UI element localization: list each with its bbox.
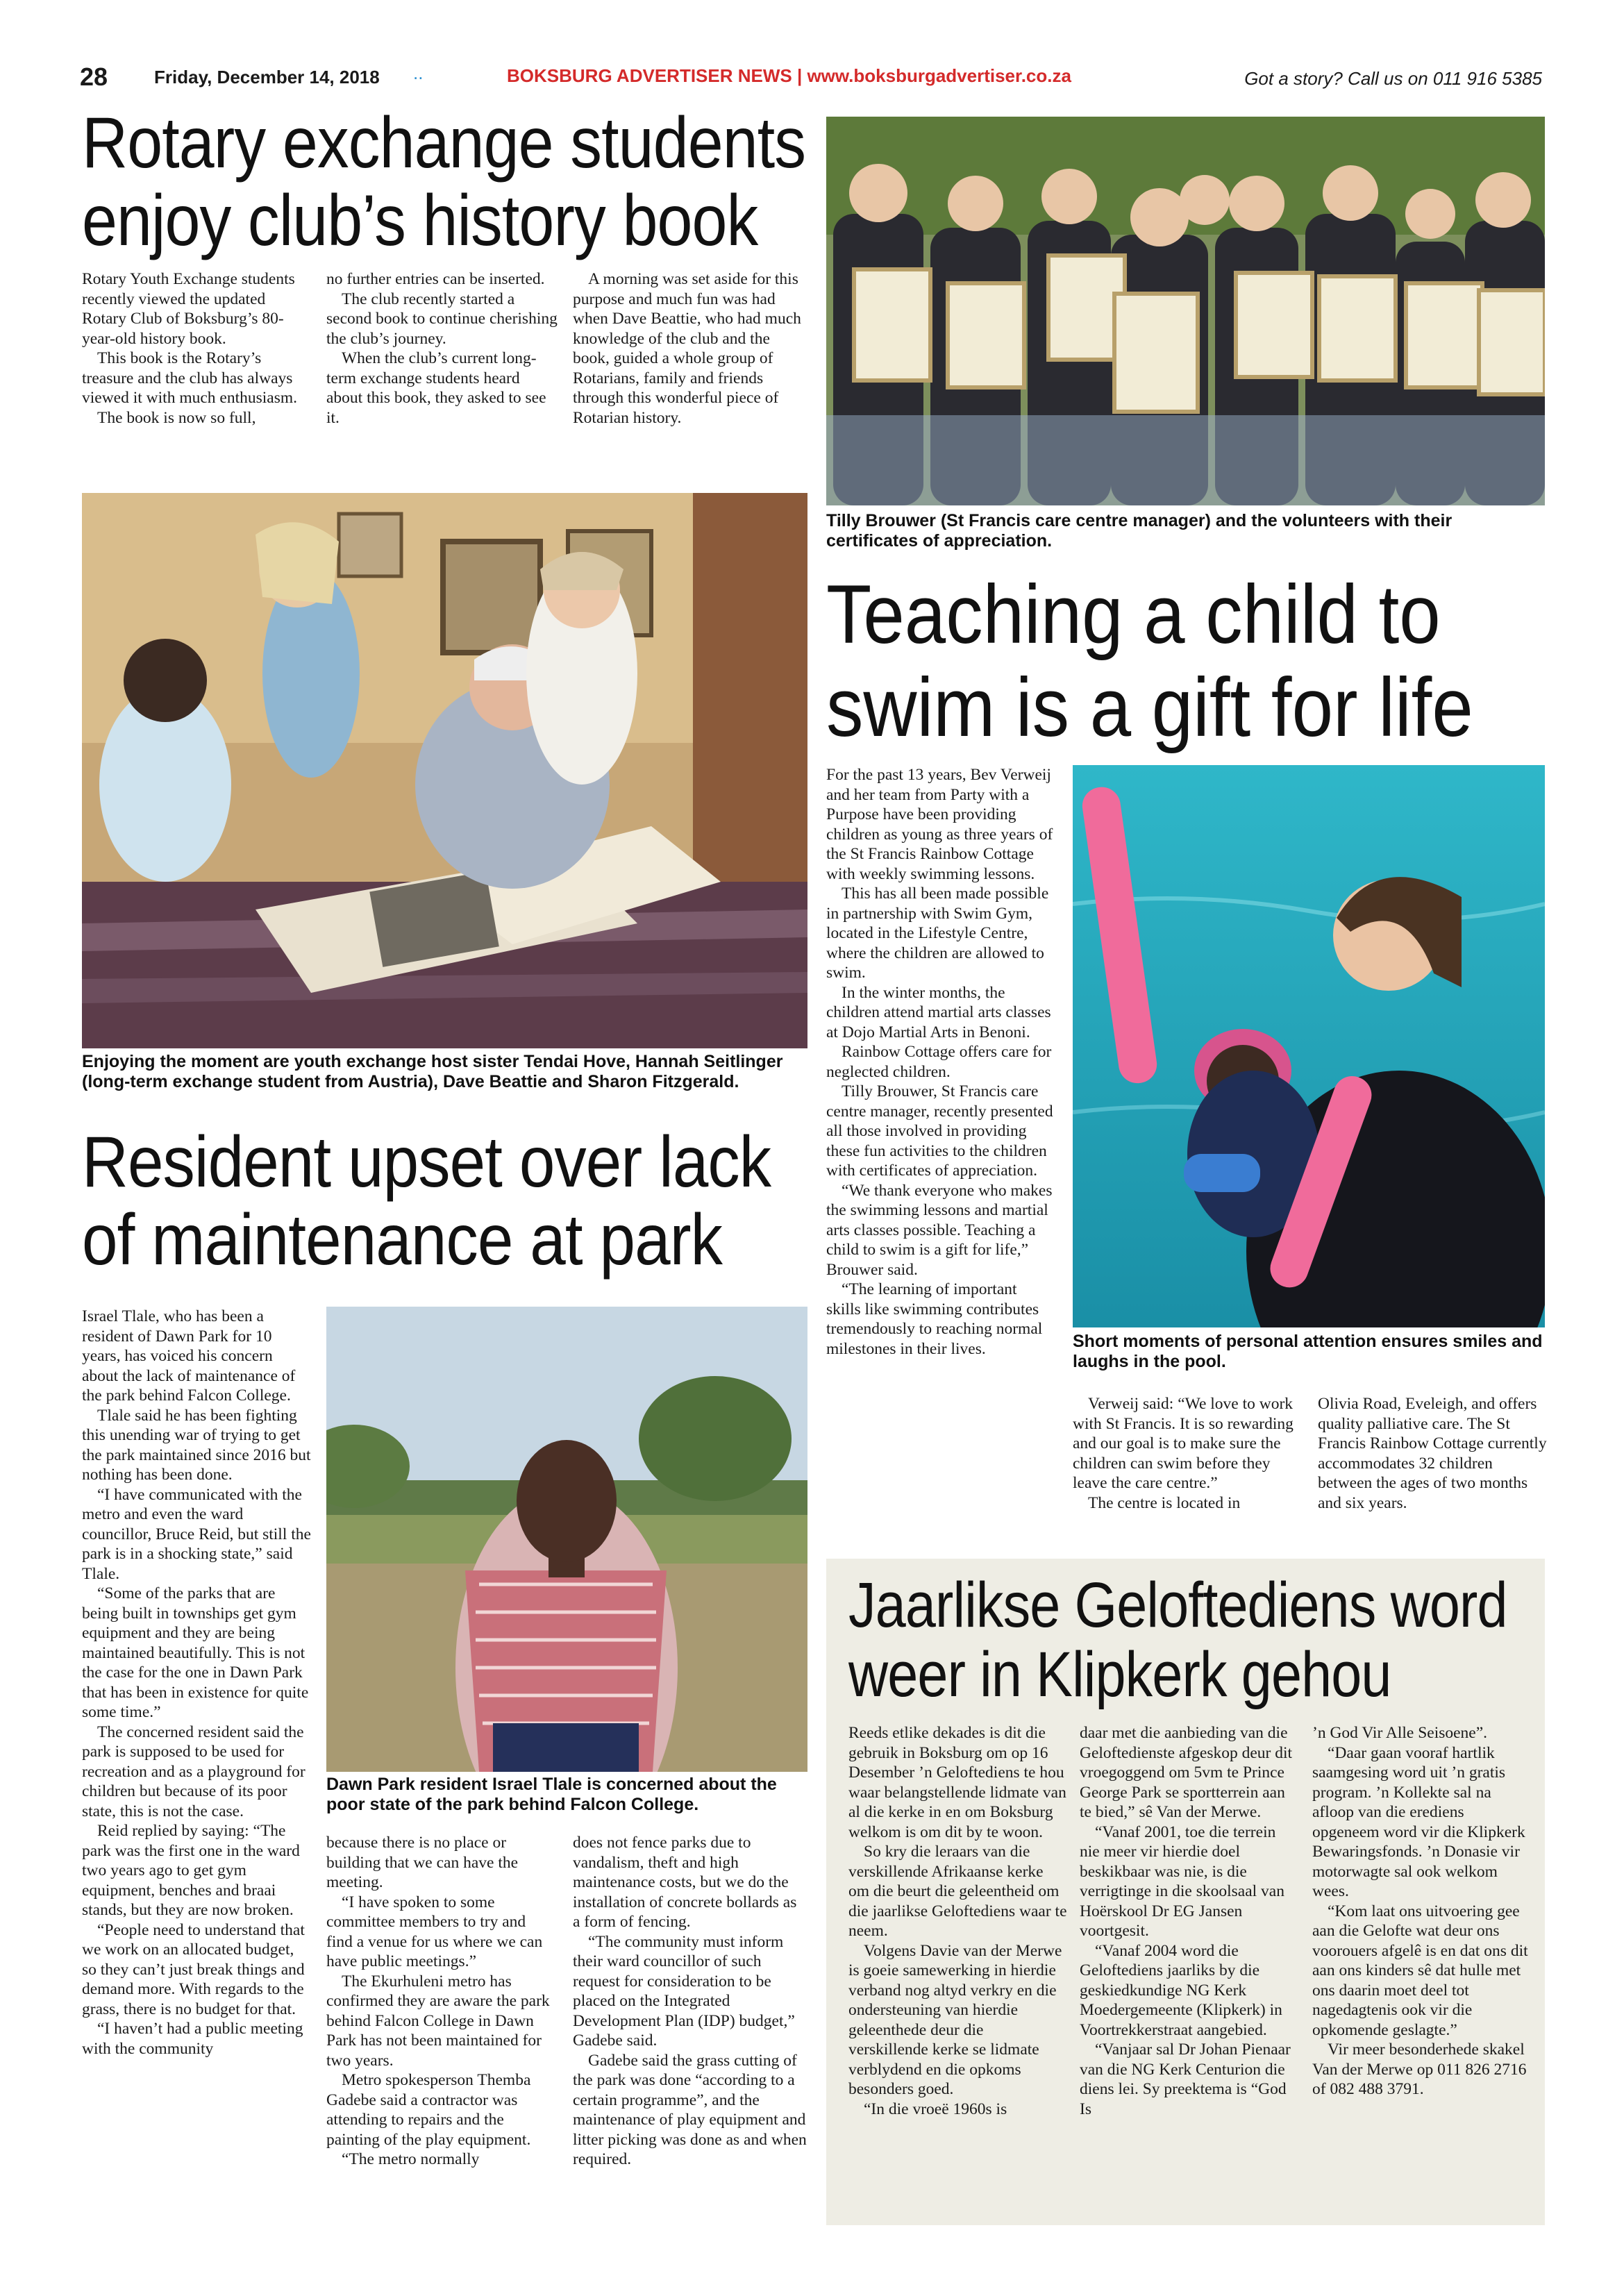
paragraph: daar met die aanbieding van die Geloftedienste afgeskop deur dit vroegoggend om 5vm te Prince George Park se sportterrein aan te bied,” sê Van der Merwe. bbox=[1080, 1724, 1293, 1821]
rotary-column-3 bbox=[573, 269, 805, 428]
paragraph: Tilly Brouwer, St Francis care centre manager, recently presented all those involved in providing these fun activities to the children with certificates of appreciation. bbox=[826, 1082, 1053, 1180]
swimming-lesson-photo bbox=[1073, 765, 1545, 1327]
afrikaans-headline-line1: Jaarlikse Geloftediens word bbox=[848, 1570, 1507, 1641]
paragraph: no further entries can be inserted. bbox=[326, 270, 545, 288]
paragraph: This book is the Rotary’s treasure and the club has always viewed it with much enthusiasm. bbox=[82, 349, 298, 407]
paragraph: “Some of the parks that are being built in townships get gym equipment and they are being maintained beautifully. This is not the case for the one in Dawn Park that has been in existence for quite some time.” bbox=[82, 1584, 309, 1721]
paragraph: For the past 13 years, Bev Verweij and her team from Party with a Purpose have been providing children as young as three years of the St Francis Rainbow Cottage with weekly swimming lessons. bbox=[826, 766, 1053, 883]
park-headline-line2: of maintenance at park bbox=[82, 1200, 723, 1280]
header-tagline: Got a story? Call us on 011 916 5385 bbox=[1244, 68, 1542, 89]
paragraph: Reid replied by saying: “The park was the first one in the ward two years ago to get gym equipment, benches and braai stands, but they are now broken. bbox=[82, 1822, 300, 1919]
paragraph: A morning was set aside for this purpose and much fun was had when Dave Beattie, who had much knowledge of the club and the book, guided a whole group of Rotarians, family and friends through this wonderful piece of Rotarian history. bbox=[573, 270, 801, 427]
paragraph: The club recently started a second book to continue cherishing the club’s journey. bbox=[326, 290, 558, 348]
paragraph: “I have communicated with the metro and even the ward councillor, Bruce Reid, but still the park is in a shocking state,” said Tlale. bbox=[82, 1485, 311, 1583]
paragraph: ’n God Vir Alle Seisoene”. bbox=[1312, 1724, 1488, 1742]
swim-photo-caption: Short moments of personal attention ensures smiles and laughs in the pool. bbox=[1073, 1332, 1543, 1371]
swim-column-1 bbox=[826, 765, 1055, 1359]
afrikaans-column-2 bbox=[1080, 1723, 1298, 2119]
paragraph: This has all been made possible in partnership with Swim Gym, located in the Lifestyle Centre, where the children are allowed to swim. bbox=[826, 885, 1049, 982]
paragraph: The Ekurhuleni metro has confirmed they are aware the park behind Falcon College in Dawn Park has not been maintained for two years. bbox=[326, 1972, 550, 2070]
afrikaans-headline bbox=[848, 1570, 1507, 1709]
paragraph: Reeds etlike dekades is dit die gebruik in Boksburg om op 16 Desember ’n Geloftediens te hou waar belangstellende lidmate van al die kerke in en om Boksburg welkom is om dit by te woon. bbox=[848, 1724, 1066, 1841]
paragraph: “I haven’t had a public meeting with the community bbox=[82, 2020, 303, 2058]
afrikaans-column-3 bbox=[1312, 1723, 1531, 2100]
rotary-history-book-photo bbox=[82, 493, 807, 1048]
swim-column-3 bbox=[1318, 1394, 1547, 1513]
park-photo-caption: Dawn Park resident Israel Tlale is concerned about the poor state of the park behind Falcon College. bbox=[326, 1775, 777, 1814]
paragraph: “The learning of important skills like swimming contributes tremendously to reaching normal milestones in their lives. bbox=[826, 1280, 1043, 1358]
paragraph: “The community must inform their ward councillor of such request for consideration to be placed on the Integrated Development Plan (IDP) budget,” Gadebe said. bbox=[573, 1932, 795, 2050]
paragraph: “Vanaf 2004 word die Geloftediens jaarliks by die geskiedkundige NG Kerk Moedergemeente (Klipkerk) in Voortrekkerstraat aangebied. bbox=[1080, 1941, 1282, 2039]
park-column-3 bbox=[573, 1833, 807, 2170]
paragraph: The centre is located in bbox=[1088, 1493, 1241, 1512]
paragraph: The book is now so full, bbox=[97, 408, 256, 427]
paragraph: “We thank everyone who makes the swimming lessons and martial arts classes possible. Teaching a child to swim is a gift for life,” Brouwer said. bbox=[826, 1181, 1053, 1279]
paragraph: Metro spokesperson Themba Gadebe said a contractor was attending to repairs and the painting of the play equipment. bbox=[326, 2071, 531, 2149]
park-headline-line1: Resident upset over lack bbox=[82, 1122, 771, 1203]
paragraph: “The metro normally bbox=[342, 2150, 480, 2168]
park-column-1 bbox=[82, 1307, 311, 2059]
rotary-column-2 bbox=[326, 269, 559, 428]
issue-date: Friday, December 14, 2018 bbox=[154, 67, 380, 87]
paragraph: The concerned resident said the park is supposed to be used for recreation and as a playground for children but because of its poor state, this is not the case. bbox=[82, 1723, 305, 1820]
volunteers-certificates-photo bbox=[826, 117, 1545, 505]
volunteers-photo-caption: Tilly Brouwer (St Francis care centre manager) and the volunteers with their certificates of appreciation. bbox=[826, 511, 1453, 551]
rotary-photo-caption: Enjoying the moment are youth exchange host sister Tendai Hove, Hannah Seitlinger (long-term exchange student from Austria), Dave Beattie and Sharon Fitzgerald. bbox=[82, 1052, 783, 1091]
swim-headline-line2: swim is a gift for life bbox=[826, 661, 1473, 754]
paragraph: does not fence parks due to vandalism, theft and high maintenance costs, but we do the installation of concrete bollards as a form of fencing. bbox=[573, 1834, 797, 1931]
paragraph: “I have spoken to some committee members to try and find a venue for us where we can have public meetings.” bbox=[326, 1893, 543, 1970]
rotary-column-1 bbox=[82, 269, 311, 428]
paragraph: Verweij said: “We love to work with St Francis. It is so rewarding and our goal is to make sure the children can swim before they leave the care centre.” bbox=[1073, 1395, 1294, 1492]
publication-name: BOKSBURG ADVERTISER NEWS | www.boksburgadvertiser.co.za bbox=[507, 65, 1071, 86]
paragraph: Israel Tlale, who has been a resident of Dawn Park for 10 years, has voiced his concern about the lack of maintenance of the park behind Falcon College. bbox=[82, 1307, 296, 1405]
paragraph: “Kom laat ons uitvoering gee aan die Gelofte wat deur ons voorouers afgelê is en dat ons dit aan ons kinders sê dat hulle met ons daarin moet deel tot nagedagtenis ook vir die opkomende geslagte.” bbox=[1312, 1902, 1528, 2039]
park-column-2 bbox=[326, 1833, 555, 2170]
paragraph: So kry die leraars van die verskillende Afrikaanse kerke om die beurt die geleentheid om die jaarlikse Geloftediens waar te neem. bbox=[848, 1843, 1067, 1940]
paragraph: “In die vroeë 1960s is bbox=[864, 2100, 1007, 2118]
paragraph: because there is no place or building that we can have the meeting. bbox=[326, 1834, 519, 1891]
paragraph: Tlale said he has been fighting this unending war of trying to get the park maintained since 2016 but nothing has been done. bbox=[82, 1406, 311, 1484]
rotary-headline bbox=[82, 104, 805, 260]
header-dots: .. bbox=[413, 62, 424, 83]
swim-headline bbox=[826, 568, 1473, 754]
paragraph: In the winter months, the children attend martial arts classes at Dojo Martial Arts in Benoni. bbox=[826, 983, 1051, 1041]
park-headline bbox=[82, 1123, 771, 1279]
afrikaans-column-1 bbox=[848, 1723, 1067, 2119]
swim-headline-line1: Teaching a child to bbox=[826, 568, 1441, 661]
rotary-headline-line2: enjoy club’s history book bbox=[82, 181, 758, 261]
swim-column-2 bbox=[1073, 1394, 1302, 1513]
dawn-park-resident-photo bbox=[326, 1307, 807, 1772]
paragraph: When the club’s current long-term exchange students heard about this book, they asked to see it. bbox=[326, 349, 546, 427]
page-header bbox=[0, 62, 1624, 104]
paragraph: “People need to understand that we work on an allocated budget, so they can’t just break things and demand more. With regards to the grass, there is no budget for that. bbox=[82, 1920, 305, 2018]
paragraph: Rainbow Cottage offers care for neglected children. bbox=[826, 1043, 1052, 1081]
paragraph: “Vanjaar sal Dr Johan Pienaar van die NG Kerk Centurion die diens lei. Sy preektema is “God Is bbox=[1080, 2041, 1291, 2118]
paragraph: Olivia Road, Eveleigh, and offers quality palliative care. The St Francis Rainbow Cottage currently accommodates 32 children between the ages of two months and six years. bbox=[1318, 1395, 1547, 1512]
paragraph: “Vanaf 2001, toe die terrein nie meer vir hierdie doel beskikbaar was nie, is die verrigtinge in die skoolsaal van Hoërskool Dr EG Jansen voortgesit. bbox=[1080, 1822, 1284, 1940]
paragraph: “Daar gaan vooraf hartlik saamgesing word uit ’n gratis program. ’n Kollekte sal na afloop van die erediens opgeneem word vir die Klipkerk Bewaringsfonds. ’n Donasie vir motorwagte sal ook welkom wees. bbox=[1312, 1743, 1525, 1900]
page-number: 28 bbox=[80, 62, 108, 91]
afrikaans-headline-line2: weer in Klipkerk gehou bbox=[848, 1639, 1391, 1710]
paragraph: Vir meer besonderhede skakel Van der Merwe op 011 826 2716 of 082 488 3791. bbox=[1312, 2041, 1527, 2098]
paragraph: Rotary Youth Exchange students recently viewed the updated Rotary Club of Boksburg’s 80-year-old history book. bbox=[82, 270, 295, 348]
paragraph: Volgens Davie van der Merwe is goeie samewerking in hierdie verband nog altyd verkry en die ondersteuning van hierdie geleenthede deur die verskillende kerke se lidmate verblydend en die opkoms besonders goed. bbox=[848, 1941, 1062, 2098]
rotary-headline-line1: Rotary exchange students bbox=[82, 103, 806, 183]
paragraph: Gadebe said the grass cutting of the park was done “according to a certain programme”, and the maintenance of play equipment and litter picking was done as and when required. bbox=[573, 2051, 807, 2168]
